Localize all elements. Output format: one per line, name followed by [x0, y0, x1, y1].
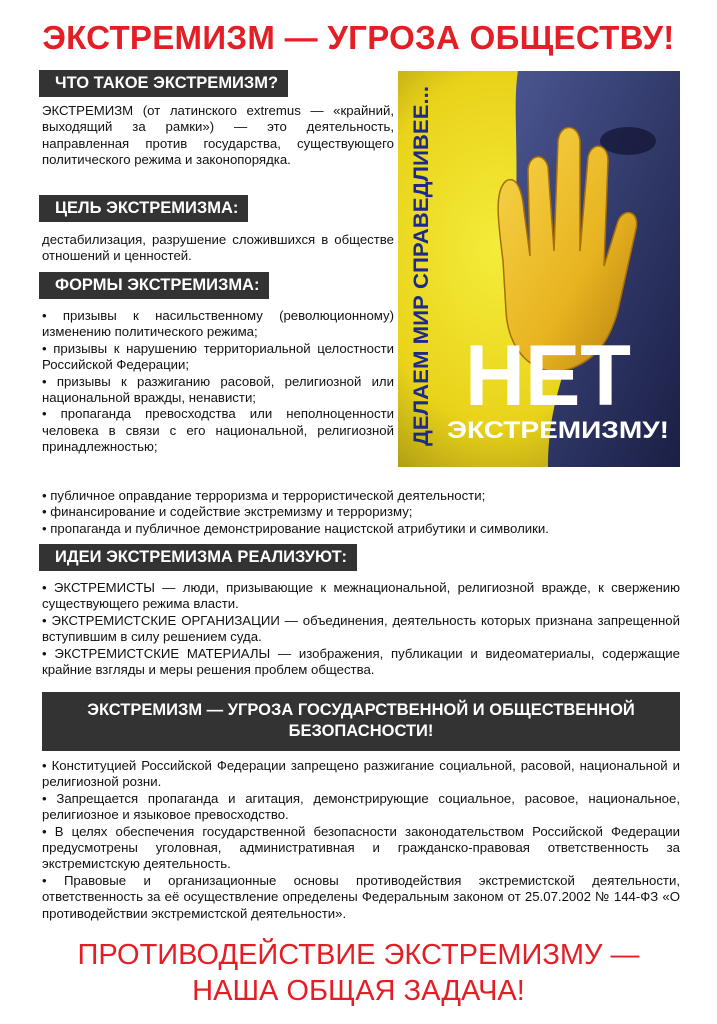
- list-item: • ЭКСТРЕМИСТСКИЕ ОРГАНИЗАЦИИ — объединения, деятельность которых признана запрещенной вступившим в силу решением суда.: [42, 612, 680, 645]
- forms-list-wide: [42, 488, 680, 537]
- section-text-goal: [42, 232, 394, 265]
- section-header-what: ЧТО ТАКОЕ ЭКСТРЕМИЗМ?: [39, 70, 288, 97]
- list-item: • В целях обеспечения государственной безопасности законодательством Российской Федерации предусмотрены уголовная, административная и гражданско-правовая ответственность за экстремистскую деятельность.: [42, 823, 680, 872]
- list-item: • ЭКСТРЕМИСТСКИЕ МАТЕРИАЛЫ — изображения, публикации и видеоматериалы, содержащие крайние взгляды и меры решения проблем общества.: [42, 645, 680, 678]
- list-item: • Запрещается пропаганда и агитация, демонстрирующие социальное, расовое, национальное, религиозное и языковое превосходство.: [42, 790, 680, 823]
- poster-svg: [398, 71, 680, 467]
- forms-list-narrow: [42, 308, 394, 456]
- threat-list: [42, 758, 680, 922]
- list-item: • финансирование и содействие экстремизму и терроризму;: [42, 504, 413, 520]
- page-title: ЭКСТРЕМИЗМ — УГРОЗА ОБЩЕСТВУ!: [42, 19, 675, 56]
- list-item: • пропаганда и публичное демонстрирование нацистской атрибутики и символики.: [42, 520, 549, 536]
- eye-shadow: [600, 127, 656, 155]
- list-item: • пропаганда превосходства или неполноценности человека в связи с его национальной, религиозной принадлежностью;: [42, 406, 394, 455]
- list-item: • ЭКСТРЕМИСТЫ — люди, призывающие к межнациональной, религиозной вражде, к свержению существующего режима власти.: [42, 580, 680, 612]
- definition-text: ЭКСТРЕМИЗМ (от латинского extremus — «крайний, выходящий за рамки») — это деятельность, направленная против государства, существующего политического режима и законопорядка.: [42, 103, 394, 168]
- list-item: • Правовые и организационные основы противодействия экстремистской деятельности, ответственность за её осуществление определены Федеральным законом от 25.07.2002 № 144-ФЗ «О противодействии экстремистской деятельности».: [42, 872, 680, 921]
- section-header-ideas: ИДЕИ ЭКСТРЕМИЗМА РЕАЛИЗУЮТ:: [39, 544, 357, 571]
- list-item: • призывы к нарушению территориальной целостности Российской Федерации;: [42, 340, 394, 373]
- list-item: • Конституцией Российской Федерации запрещено разжигание социальной, расовой, национальной и религиозной розни.: [42, 758, 680, 790]
- threat-header-line1: ЭКСТРЕМИЗМ — УГРОЗА ГОСУДАРСТВЕННОЙ И ОБЩЕСТВЕННОЙ: [87, 701, 635, 719]
- section-header-threat: [42, 692, 680, 751]
- poster-sub-word: ЭКСТРЕМИЗМУ!: [447, 417, 669, 444]
- footer-line1: ПРОТИВОДЕЙСТВИЕ ЭКСТРЕМИЗМУ —: [77, 939, 640, 971]
- poster-vertical-text: ДЕЛАЕМ МИР СПРАВЕДЛИВЕЕ...: [410, 105, 433, 446]
- section-header-goal: ЦЕЛЬ ЭКСТРЕМИЗМА:: [39, 195, 248, 222]
- poster-big-word: НЕТ: [465, 328, 631, 424]
- list-item: • призывы к разжиганию расовой, религиозной или национальной вражды, ненависти;: [42, 373, 394, 406]
- threat-header-line2: БЕЗОПАСНОСТИ!: [288, 722, 434, 740]
- footer-slogan: [0, 937, 717, 1009]
- list-item: • призывы к насильственному (революционному) изменению политического режима;: [42, 308, 394, 340]
- footer-line2: НАША ОБЩАЯ ЗАДАЧА!: [192, 975, 525, 1007]
- goal-text: дестабилизация, разрушение сложившихся в обществе отношений и ценностей.: [42, 232, 394, 264]
- ideas-list: [42, 580, 680, 678]
- section-header-forms: ФОРМЫ ЭКСТРЕМИЗМА:: [39, 272, 269, 299]
- poster-image: [398, 71, 680, 467]
- section-text-what: [42, 103, 394, 169]
- list-item: • публичное оправдание терроризма и террористической деятельности;: [42, 488, 486, 503]
